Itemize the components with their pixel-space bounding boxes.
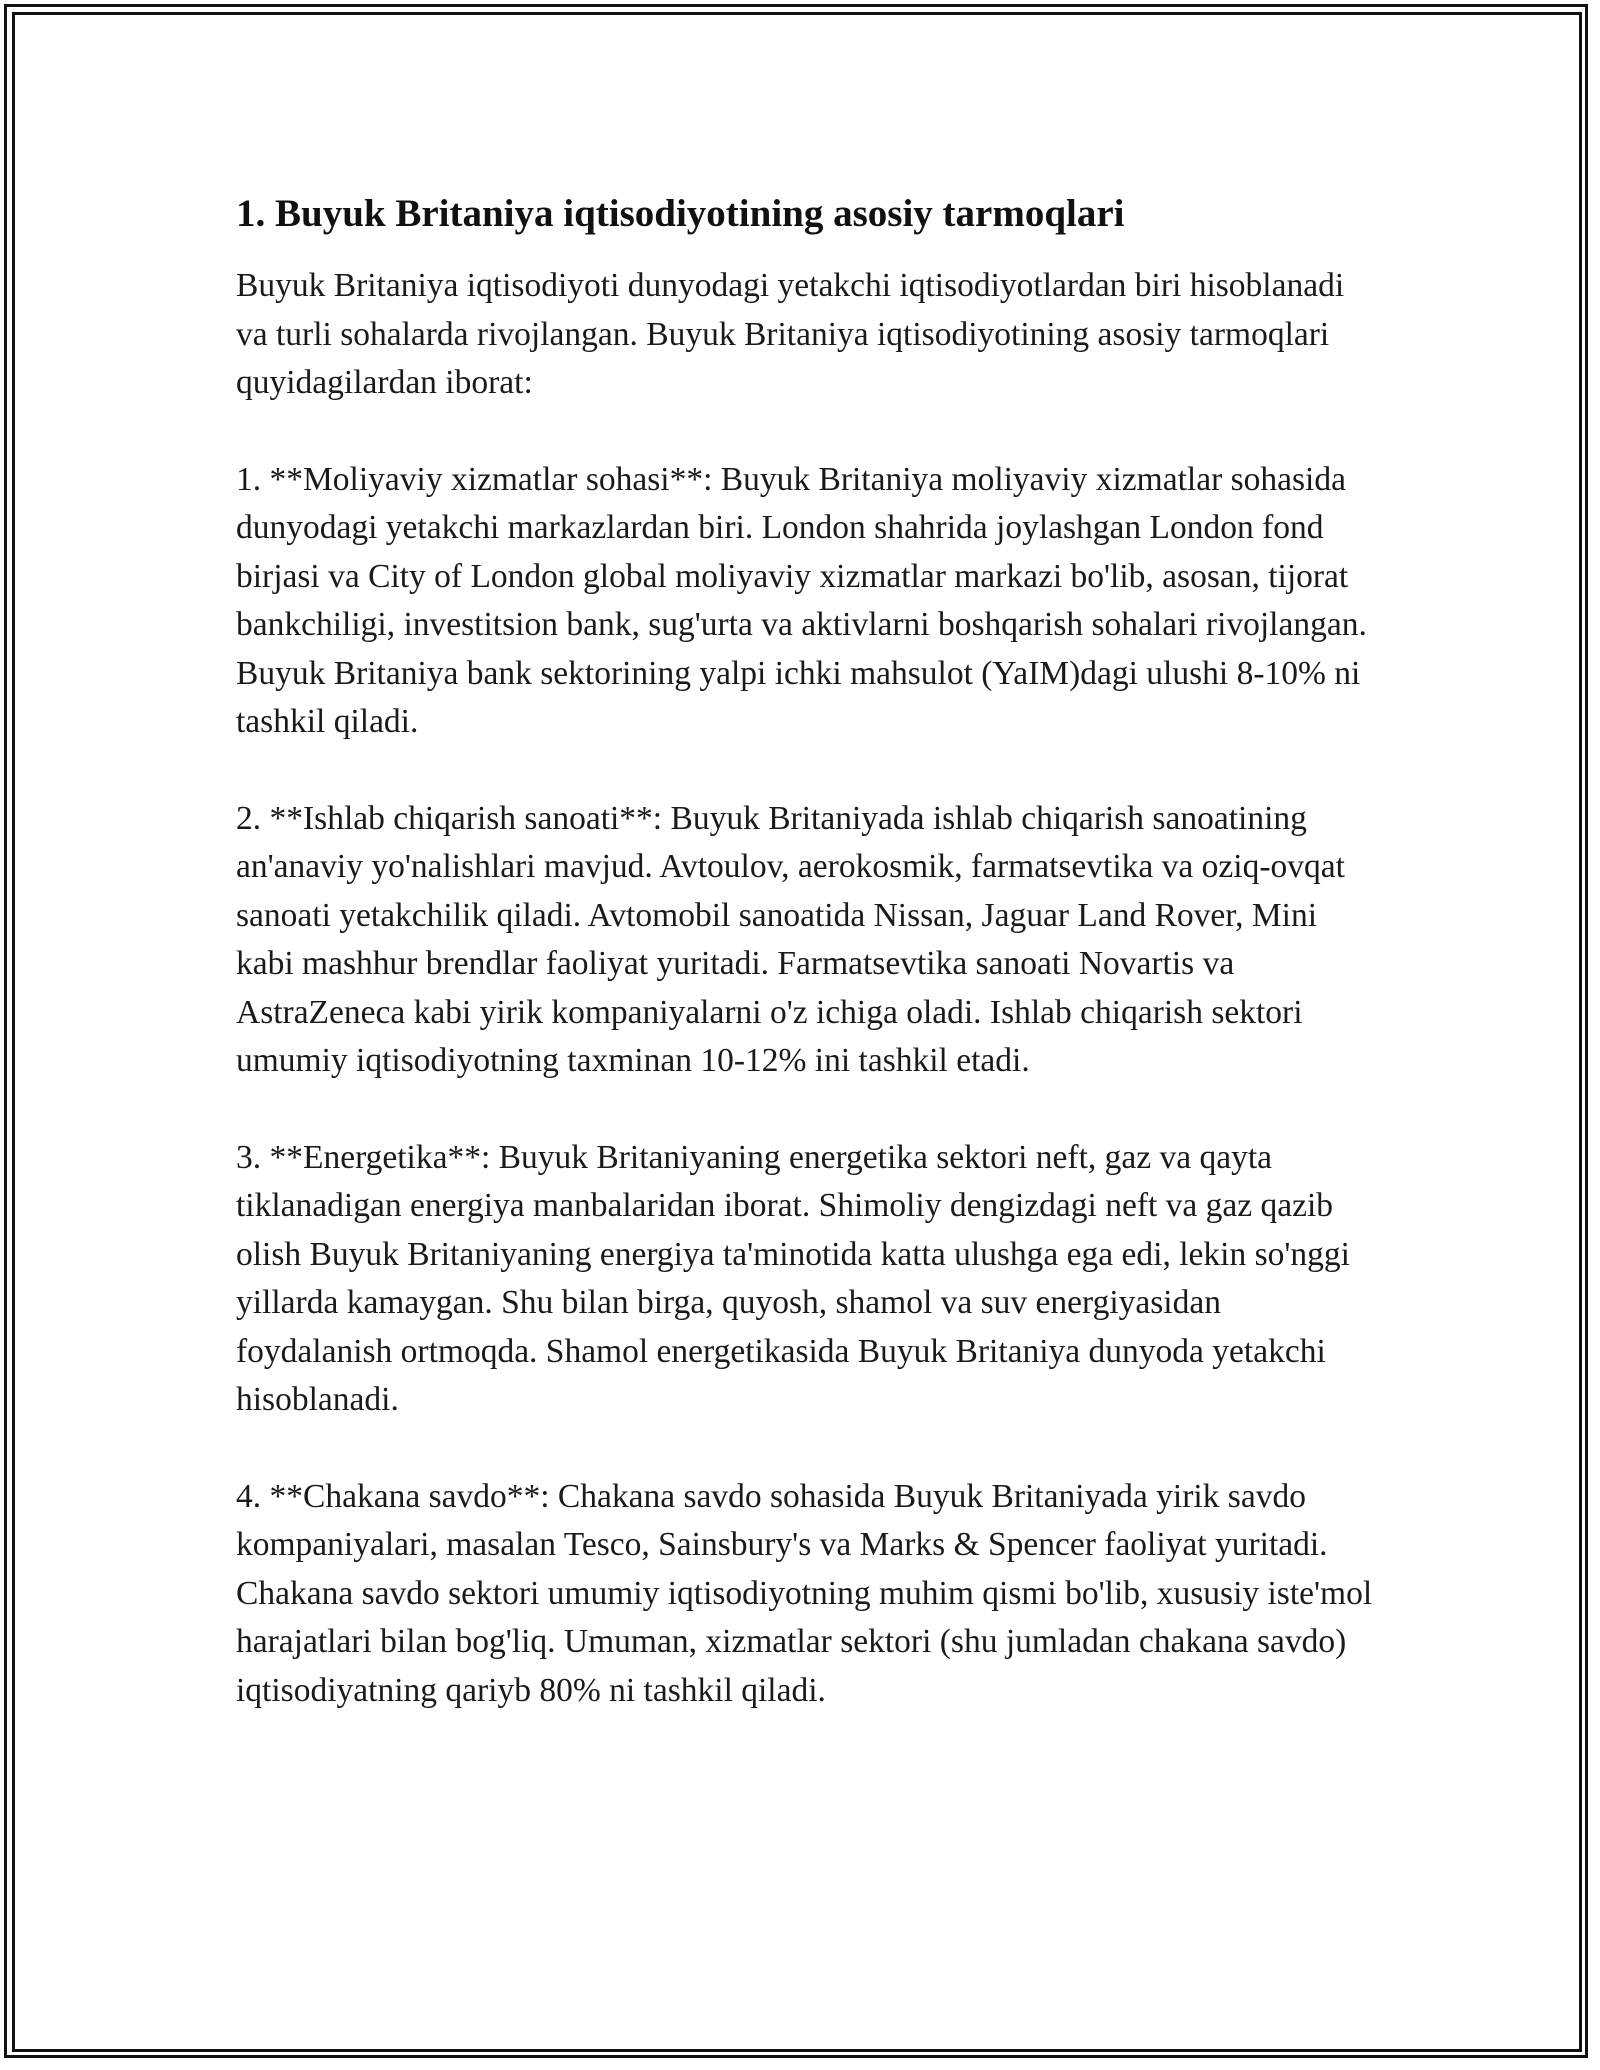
section-heading: 1. Buyuk Britaniya iqtisodiyotining asosiy tarmoqlari [236,192,1125,235]
document-body [236,186,1376,1763]
item-financial-services: 1. **Moliyaviy xizmatlar sohasi**: Buyuk Britaniya moliyaviy xizmatlar sohasida dunyodagi yetakchi markazlardan biri. London shahrida joylashgan London fond birjasi va City of London global moliyaviy xizmatlar markazi bo'lib, asosan, tijorat bankchiligi, investitsion bank, sug'urta va aktivlarni boshqarish sohalari rivojlangan. Buyuk Britaniya bank sektorining yalpi ichki mahsulot (YaIM)dagi ulushi 8-10% ni tashkil qiladi. [236,460,1367,740]
item-retail: 4. **Chakana savdo**: Chakana savdo sohasida Buyuk Britaniyada yirik savdo kompaniyalari, masalan Tesco, Sainsbury's va Marks & Spencer faoliyat yuritadi. Chakana savdo sektori umumiy iqtisodiyotning muhim qismi bo'lib, xususiy iste'mol harajatlari bilan bog'liq. Umuman, xizmatlar sektori (shu jumladan chakana savdo) iqtisodiyatning qariyb 80% ni tashkil qiladi. [236,1477,1373,1709]
item-energy: 3. **Energetika**: Buyuk Britaniyaning energetika sektori neft, gaz va qayta tiklanadigan energiya manbalaridan iborat. Shimoliy dengizdagi neft va gaz qazib olish Buyuk Britaniyaning energiya ta'minotida katta ulushga ega edi, lekin so'nggi yillarda kamaygan. Shu bilan birga, quyosh, shamol va suv energiyasidan foydalanish ortmoqda. Shamol energetikasida Buyuk Britaniya dunyoda yetakchi hisoblanadi. [236,1138,1350,1418]
item-manufacturing: 2. **Ishlab chiqarish sanoati**: Buyuk Britaniyada ishlab chiqarish sanoatining an'anaviy yo'nalishlari mavjud. Avtoulov, aerokosmik, farmatsevtika va oziq-ovqat sanoati yetakchilik qiladi. Avtomobil sanoatida Nissan, Jaguar Land Rover, Mini kabi mashhur brendlar faoliyat yuritadi. Farmatsevtika sanoati Novartis va AstraZeneca kabi yirik kompaniyalarni o'z ichiga oladi. Ishlab chiqarish sektori umumiy iqtisodiyotning taxminan 10-12% ini tashkil etadi. [236,799,1345,1079]
intro-paragraph: Buyuk Britaniya iqtisodiyoti dunyodagi yetakchi iqtisodiyotlardan biri hisoblanadi va turli sohalarda rivojlangan. Buyuk Britaniya iqtisodiyotining asosiy tarmoqlari quyidagilardan iborat: [236,267,1345,401]
